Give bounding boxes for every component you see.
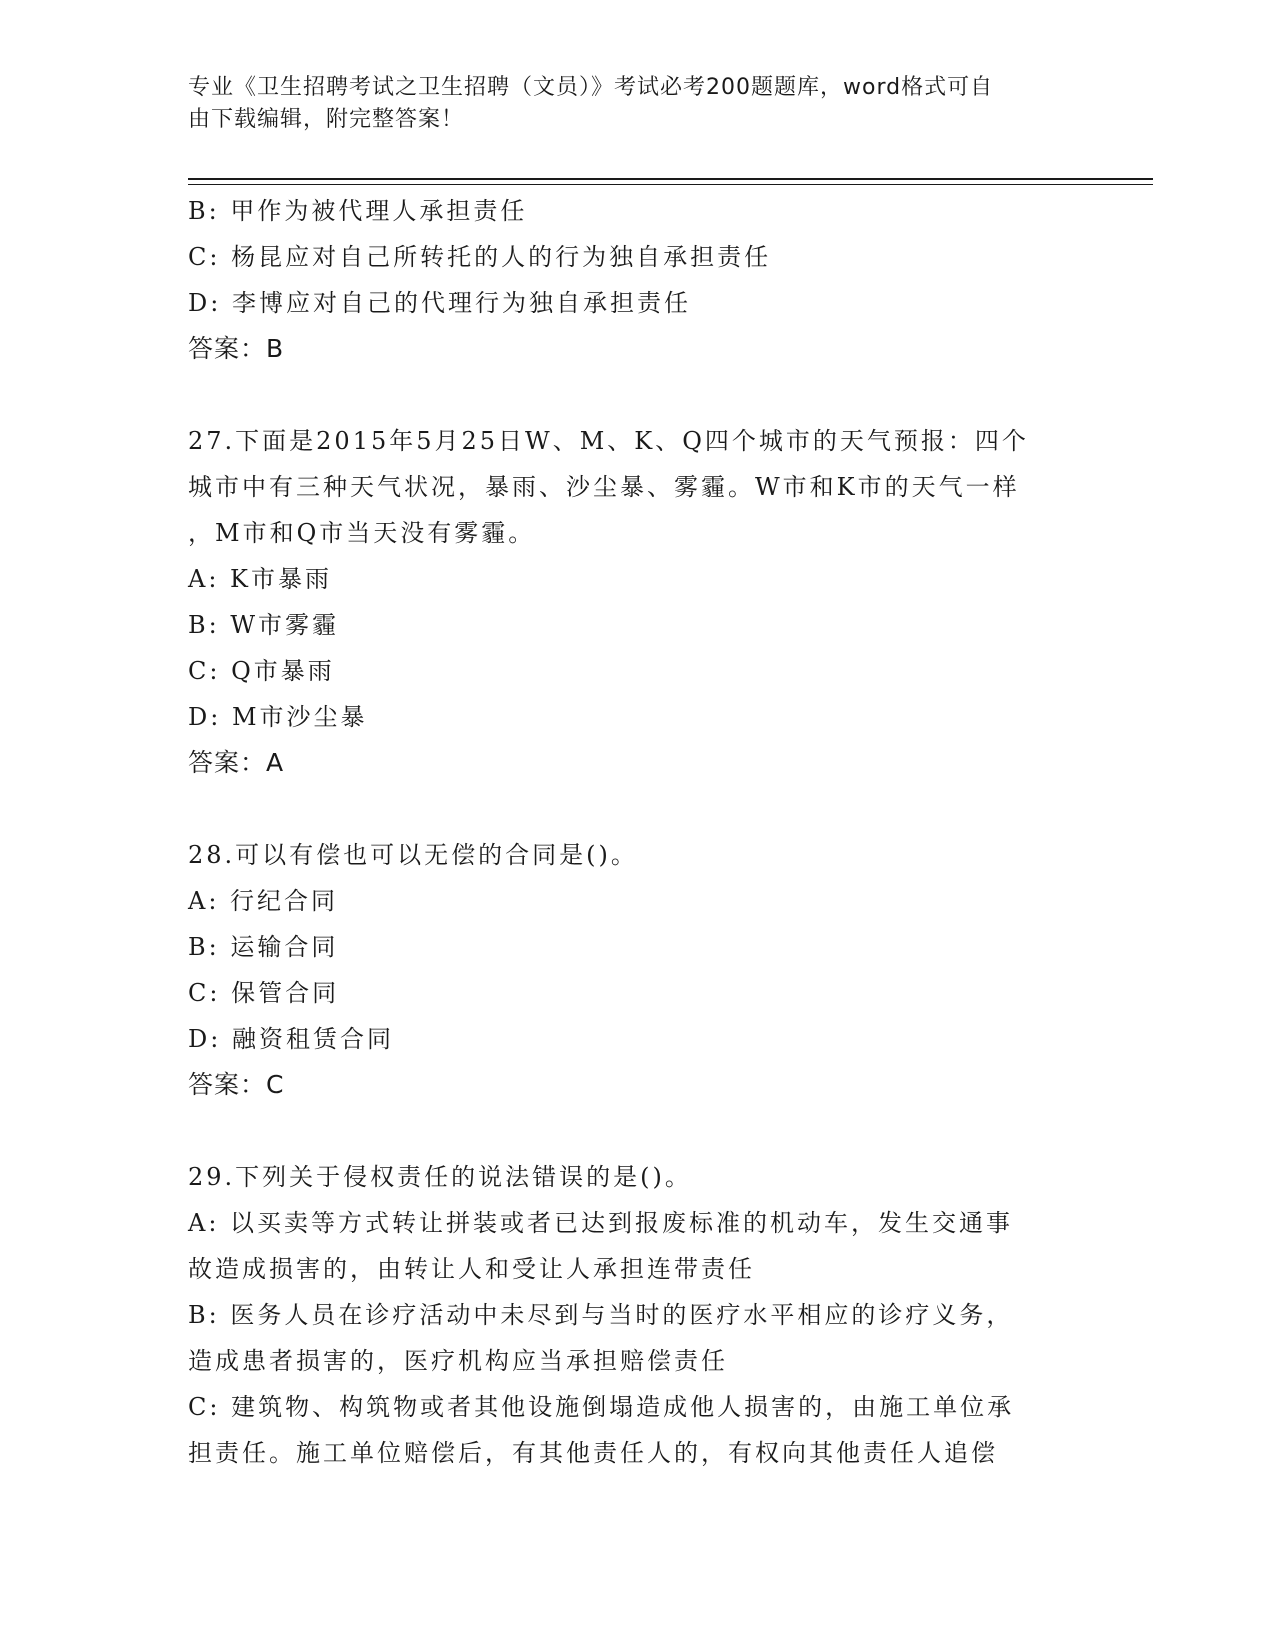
option-a-continued: 故造成损害的，由转让人和受让人承担连带责任 [188, 1255, 755, 1283]
option-a: A: 行纪合同 [188, 887, 339, 915]
option-d: D: 李博应对自己的代理行为独自承担责任 [188, 289, 691, 317]
question-26 [188, 188, 1088, 372]
option-c: C: 保管合同 [188, 979, 340, 1007]
header-line-2: 由下载编辑，附完整答案！ [188, 107, 465, 132]
spacer [188, 372, 1088, 418]
question-stem-line: ，M市和Q市当天没有雾霾。 [188, 519, 536, 547]
option-c: C: Q市暴雨 [188, 657, 335, 685]
option-b: B: W市雾霾 [188, 611, 340, 639]
question-content [188, 188, 1088, 1476]
option-b-continued: 造成患者损害的，医疗机构应当承担赔偿责任 [188, 1347, 728, 1375]
question-stem-line: 27.下面是2015年5月25日W、M、K、Q四个城市的天气预报：四个 [188, 427, 1029, 455]
header-divider-bottom [188, 184, 1153, 185]
question-stem: 29.下列关于侵权责任的说法错误的是()。 [188, 1163, 692, 1191]
question-27 [188, 418, 1088, 786]
option-d: D: M市沙尘暴 [188, 703, 368, 731]
header-line-1: 专业《卫生招聘考试之卫生招聘（文员）》考试必考200题题库，word格式可自 [188, 75, 994, 100]
option-c: C: 建筑物、构筑物或者其他设施倒塌造成他人损害的，由施工单位承 [188, 1393, 1015, 1421]
question-stem-line: 城市中有三种天气状况，暴雨、沙尘暴、雾霾。W市和K市的天气一样 [188, 473, 1020, 501]
option-a: A: K市暴雨 [188, 565, 332, 593]
question-28 [188, 832, 1088, 1108]
question-29 [188, 1154, 1088, 1476]
option-d: D: 融资租赁合同 [188, 1025, 394, 1053]
option-b: B: 运输合同 [188, 933, 339, 961]
answer: 答案：A [188, 748, 285, 777]
document-header [188, 72, 1068, 136]
option-a: A: 以买卖等方式转让拼装或者已达到报废标准的机动车，发生交通事 [188, 1209, 1014, 1237]
question-stem: 28.可以有偿也可以无偿的合同是()。 [188, 841, 638, 869]
option-c: C: 杨昆应对自己所转托的人的行为独自承担责任 [188, 243, 772, 271]
header-divider-top [188, 178, 1153, 180]
option-b: B: 医务人员在诊疗活动中未尽到与当时的医疗水平相应的诊疗义务， [188, 1301, 1014, 1329]
answer: 答案：B [188, 334, 285, 363]
option-b: B: 甲作为被代理人承担责任 [188, 197, 528, 225]
spacer [188, 786, 1088, 832]
option-c-continued: 担责任。施工单位赔偿后，有其他责任人的，有权向其他责任人追偿 [188, 1439, 998, 1467]
spacer [188, 1108, 1088, 1154]
answer: 答案：C [188, 1070, 285, 1099]
